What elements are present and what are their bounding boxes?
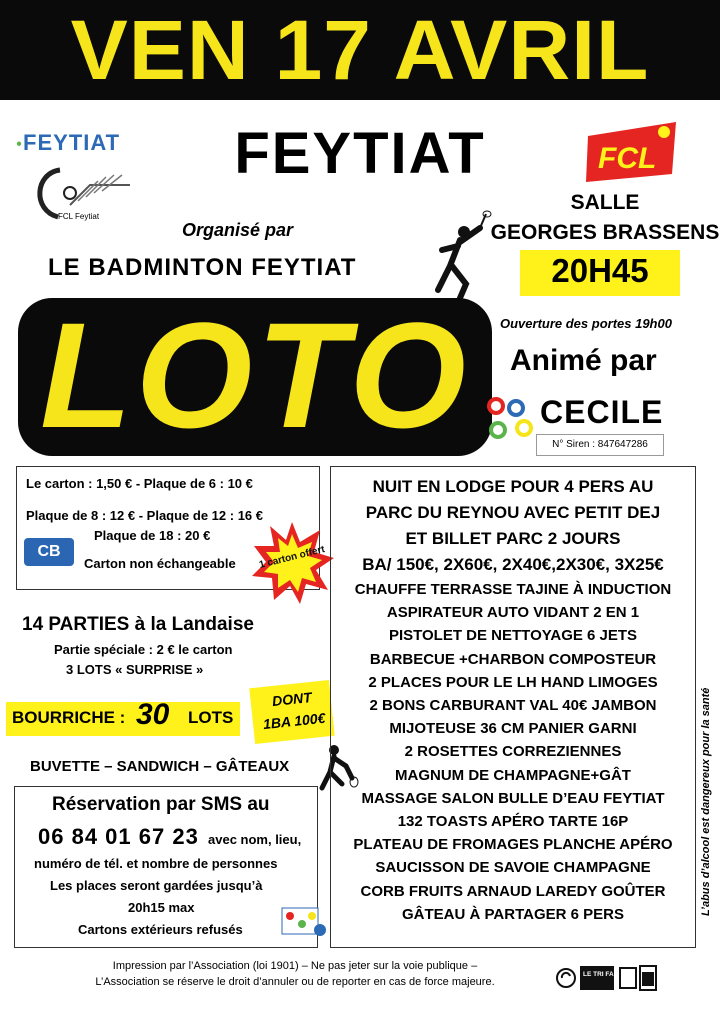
event-date: VEN 17 AVRIL [70, 3, 650, 97]
animated-by-label: Animé par [510, 344, 657, 377]
badminton-player-icon [430, 210, 492, 300]
fcl-logo-text: FCL [598, 142, 657, 175]
dont-line1: DONT [271, 689, 313, 710]
prize-item: NUIT EN LODGE POUR 4 PERS AU [372, 477, 654, 496]
reservation-line-2: numéro de tél. et nombre de personnes [34, 856, 278, 871]
animator-name: CECILE [540, 394, 664, 430]
bingo-card-icon [280, 904, 328, 940]
dont-line2: 1BA 100€ [262, 709, 327, 733]
prize-item: BA/ 150€, 2X60€, 2X40€,2X30€, 3X25€ [362, 555, 664, 574]
prize-item: BARBECUE +CHARBON COMPOSTEUR [369, 650, 657, 668]
prize-item: SAUCISSON DE SAVOIE CHAMPAGNE [375, 859, 651, 877]
reservation-phone: 06 84 01 67 23 [38, 824, 199, 849]
footer-line-1: Impression par l’Association (loi 1901) – Ne pas jeter sur la voie publique – [112, 960, 478, 972]
special-game: Partie spéciale : 2 € le carton [54, 642, 233, 657]
feytiat-town-logo: ●FEYTIAT [16, 130, 121, 155]
venue-line1: SALLE [570, 191, 640, 214]
prize-item: PLATEAU DE FROMAGES PLANCHE APÉRO [353, 836, 673, 854]
price-line-4: Carton non échangeable [84, 556, 236, 571]
venue [490, 188, 720, 248]
city-title: FEYTIAT [234, 121, 486, 186]
tri-label: LE TRI FACILE [583, 971, 629, 978]
doors-opening: Ouverture des portes 19h00 [500, 316, 672, 331]
fcl-logo [582, 116, 682, 186]
reservation-line-3: Les places seront gardées jusqu’à [50, 878, 263, 893]
prize-item: ASPIRATEUR AUTO VIDANT 2 EN 1 [386, 604, 640, 622]
venue-line2: GEORGES BRASSENS [490, 221, 720, 244]
surprise-lots: 3 LOTS « SURPRISE » [66, 662, 204, 677]
loto-title: LOTO [40, 291, 470, 459]
alcohol-warning [694, 687, 714, 920]
prize-item: ET BILLET PARC 2 JOURS [405, 529, 621, 548]
prize-item: CHAUFFE TERRASSE TAJINE À INDUCTION [354, 581, 672, 598]
bourriche-lots-label: LOTS [188, 708, 234, 727]
prize-item: 132 TOASTS APÉRO TARTE 16P [397, 813, 629, 831]
price-line-1: Le carton : 1,50 € - Plaque de 6 : 10 € [26, 476, 253, 491]
prize-item: 2 PLACES POUR LE LH HAND LIMOGES [368, 673, 658, 691]
reservation-title: Réservation par SMS au [52, 794, 270, 815]
feytiat-logo-text: FEYTIAT [23, 130, 121, 155]
event-time: 20H45 [551, 252, 649, 289]
reservation-line-5: Cartons extérieurs refusés [78, 922, 243, 937]
prize-item: MIJOTEUSE 36 CM PANIER GARNI [389, 720, 637, 738]
prizes-list [330, 474, 696, 926]
prize-item: CORB FRUITS ARNAUD LAREDY GOÛTER [360, 882, 666, 900]
price-line-3: Plaque de 18 : 20 € [94, 528, 211, 543]
dont-note [252, 684, 334, 736]
siren-number: N° Siren : 847647286 [536, 434, 664, 456]
organiser-name: LE BADMINTON FEYTIAT [48, 254, 357, 281]
bourriche-label: BOURRICHE : [12, 708, 126, 727]
credit-card-icon: CB [24, 538, 74, 566]
prize-item: MAGNUM DE CHAMPAGNE+GÂT [395, 766, 631, 784]
prize-item: MASSAGE SALON BULLE D’EAU FEYTIAT [361, 789, 665, 807]
reservation-phone-note: avec nom, lieu, [208, 832, 302, 847]
organised-by-label: Organisé par [182, 220, 294, 240]
refreshments: BUVETTE – SANDWICH – GÂTEAUX [30, 758, 290, 775]
footer-line-2: L’Association se réserve le droit d’annuler ou de reporter en cas de force majeure. [95, 976, 495, 988]
prize-item: GÂTEAU À PARTAGER 6 PERS [402, 905, 624, 923]
number-of-games: 14 PARTIES à la Landaise [22, 614, 254, 635]
fcl-feytiat-caption: FCL Feytiat [58, 212, 100, 221]
prize-item: PARC DU REYNOU AVEC PETIT DEJ [365, 503, 661, 522]
bingo-balls-icon [484, 394, 542, 444]
price-line-2: Plaque de 8 : 12 € - Plaque de 12 : 16 € [26, 508, 263, 523]
prize-item: PISTOLET DE NETTOYAGE 6 JETS [388, 627, 638, 645]
prize-item: 2 BONS CARBURANT VAL 40€ JAMBON [369, 697, 657, 715]
reservation-line-4: 20h15 max [128, 900, 195, 915]
recycling-tri-logo [556, 962, 660, 994]
alcohol-warning-text: L’abus d’alcool est dangereux pour la santé [700, 687, 712, 916]
prize-item: 2 ROSETTES CORREZIENNES [404, 743, 622, 761]
offer-text: 1 carton offert [258, 544, 326, 571]
bourriche-count: 30 [136, 698, 170, 731]
